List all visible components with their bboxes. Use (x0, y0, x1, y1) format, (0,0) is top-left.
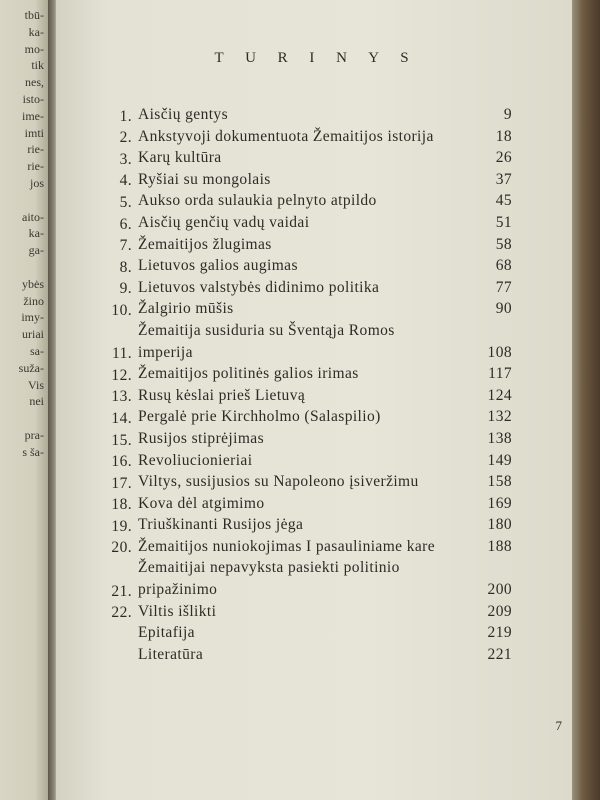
entry-number: 6. (119, 215, 132, 233)
toc-entry (102, 104, 512, 126)
entry-number: 17. (111, 474, 132, 492)
entry-page: 180 (487, 516, 512, 534)
facing-page-line: isto- (22, 91, 44, 106)
entry-page: 219 (487, 624, 512, 642)
entry-number: 16. (111, 453, 132, 471)
toc-entry (102, 169, 512, 191)
toc-entry (102, 428, 512, 450)
facing-page-line: mo- (24, 41, 44, 56)
entry-number: 19. (111, 517, 132, 535)
entry-page: 9 (503, 106, 512, 123)
toc-entry (102, 212, 512, 234)
book-edge (572, 0, 600, 800)
facing-page-line: tbū- (24, 8, 44, 22)
contents-page (56, 0, 576, 800)
entry-page: 158 (487, 473, 512, 491)
facing-page-line: ka- (28, 24, 44, 39)
entry-page: 58 (495, 235, 512, 253)
entry-page: 124 (487, 386, 512, 404)
facing-page-line: Vis (28, 377, 44, 392)
toc-entry (102, 320, 512, 363)
facing-page-line: ime- (22, 108, 44, 123)
toc-entry (102, 536, 512, 558)
entry-page: 37 (495, 170, 512, 188)
toc-entry (102, 406, 512, 428)
facing-page-line: ybės (22, 276, 44, 291)
facing-page-line: jos (29, 175, 44, 190)
page-title: T U R I N Y S (214, 50, 418, 66)
entry-number: 13. (111, 388, 132, 406)
facing-page-line: rie- (27, 159, 44, 174)
facing-page-line: nei (29, 394, 44, 409)
entry-number: 22. (111, 604, 132, 622)
toc-entry (102, 298, 512, 320)
toc-entry (102, 450, 512, 472)
facing-page-line: s ša- (22, 444, 44, 459)
toc-entry (102, 493, 512, 515)
entry-title: Žalgirio mūšis (138, 300, 234, 318)
entry-page: 117 (488, 365, 512, 383)
facing-page-line: suža- (18, 360, 44, 375)
entry-page: 200 (487, 581, 512, 599)
entry-page: 77 (495, 278, 512, 296)
toc-entry (102, 255, 512, 277)
entry-page: 132 (487, 408, 512, 426)
entry-page: 138 (487, 429, 512, 447)
facing-page-line: nes, (25, 75, 44, 90)
toc-entry (102, 385, 512, 407)
facing-page-line: uriai (22, 327, 44, 342)
entry-number: 4. (119, 172, 132, 190)
facing-page-line: žino (23, 293, 44, 308)
toc-entry (102, 471, 512, 493)
facing-page-line: imti (24, 125, 44, 140)
entry-page: 26 (495, 149, 512, 167)
toc-entry (102, 557, 512, 600)
page-number: 7 (555, 718, 562, 733)
entry-title: Aisčių genčių vadų vaidai (138, 213, 310, 231)
entry-number: 12. (111, 366, 132, 384)
entry-title: Aisčių gentys (138, 106, 229, 123)
entry-title: Rusų kėslai prieš Lietuvą (138, 386, 306, 404)
entry-number: 11. (112, 345, 132, 363)
toc-entry (102, 363, 512, 385)
entry-page: 90 (495, 300, 512, 318)
entry-page: 18 (495, 127, 512, 145)
entry-title: Žemaitijai nepavyksta pasiekti politinio pripažinimo (138, 559, 400, 599)
entry-title: Triuškinanti Rusijos jėga (138, 516, 304, 534)
facing-page-fragment (0, 0, 50, 800)
toc-entry (102, 190, 512, 212)
entry-number: 20. (111, 539, 132, 557)
facing-page-line: rie- (27, 142, 44, 157)
entry-title: Ankstyvoji dokumentuota Žemaitijos istorija (138, 127, 434, 145)
facing-page-line: ka- (28, 226, 44, 241)
facing-page-line (19, 410, 44, 427)
entry-page: 209 (487, 602, 512, 620)
entry-title: Pergalė prie Kirchholmo (Salaspilio) (138, 408, 381, 426)
entry-number: 5. (119, 193, 132, 211)
entry-number: 21. (111, 582, 132, 600)
facing-page-line: pra- (24, 427, 44, 442)
entry-title: Lietuvos galios augimas (138, 257, 298, 275)
entry-title: Rusijos stiprėjimas (138, 429, 265, 447)
entry-number: 1. (119, 107, 132, 125)
entry-title: Žemaitijos žlugimas (138, 235, 272, 253)
facing-page-line: aito- (22, 209, 44, 224)
toc-entry (102, 644, 512, 666)
facing-page-line (19, 192, 44, 209)
entry-page: 51 (495, 213, 512, 231)
entry-title: Aukso orda sulaukia pelnyto atpildo (138, 192, 377, 210)
toc-entry (102, 622, 512, 644)
entry-number: 7. (119, 237, 132, 255)
entry-page: 108 (487, 343, 512, 361)
toc-entry (102, 601, 512, 623)
entry-page: 45 (495, 192, 512, 210)
facing-page-line: imy- (21, 310, 44, 325)
toc-entry (102, 514, 512, 536)
entry-title: Viltys, susijusios su Napoleono įsiveržimu (138, 473, 419, 491)
facing-page-text (19, 7, 44, 461)
toc-entry (102, 147, 512, 169)
entry-title: Epitafija (138, 624, 195, 642)
entry-number: 10. (111, 301, 132, 319)
entry-page: 68 (495, 257, 512, 275)
facing-page-line (19, 259, 44, 276)
entry-page: 149 (487, 451, 512, 469)
entry-title: Viltis išlikti (138, 602, 217, 620)
entry-title: Kova dėl atgimimo (138, 494, 265, 512)
entry-number: 8. (119, 258, 132, 276)
entry-title: Literatūra (138, 645, 204, 663)
entry-page: 169 (487, 494, 512, 512)
entry-number: 18. (111, 496, 132, 514)
entry-title: Revoliucionieriai (138, 451, 253, 469)
facing-page-line: tik (31, 58, 44, 73)
entry-number: 15. (111, 431, 132, 449)
entry-number: 9. (119, 280, 132, 298)
entry-title: Ryšiai su mongolais (138, 170, 271, 188)
table-of-contents (102, 104, 512, 665)
entry-title: Žemaitijos nuniokojimas I pasauliniame kare (138, 537, 435, 555)
entry-page: 221 (487, 645, 512, 663)
toc-entry (102, 234, 512, 256)
entry-number: 3. (119, 150, 132, 168)
toc-entry (102, 126, 512, 148)
entry-page: 188 (487, 537, 512, 555)
entry-number: 2. (119, 129, 132, 147)
entry-number: 14. (111, 409, 132, 427)
facing-page-line: ga- (28, 243, 44, 258)
entry-title: Lietuvos valstybės didinimo politika (138, 278, 380, 296)
facing-page-line: sa- (30, 343, 44, 358)
toc-entry (102, 277, 512, 299)
entry-title: Karų kultūra (138, 149, 222, 167)
entry-title: Žemaitijos politinės galios irimas (138, 365, 359, 383)
entry-title: Žemaitija susiduria su Šventąja Romos imperija (138, 321, 395, 361)
